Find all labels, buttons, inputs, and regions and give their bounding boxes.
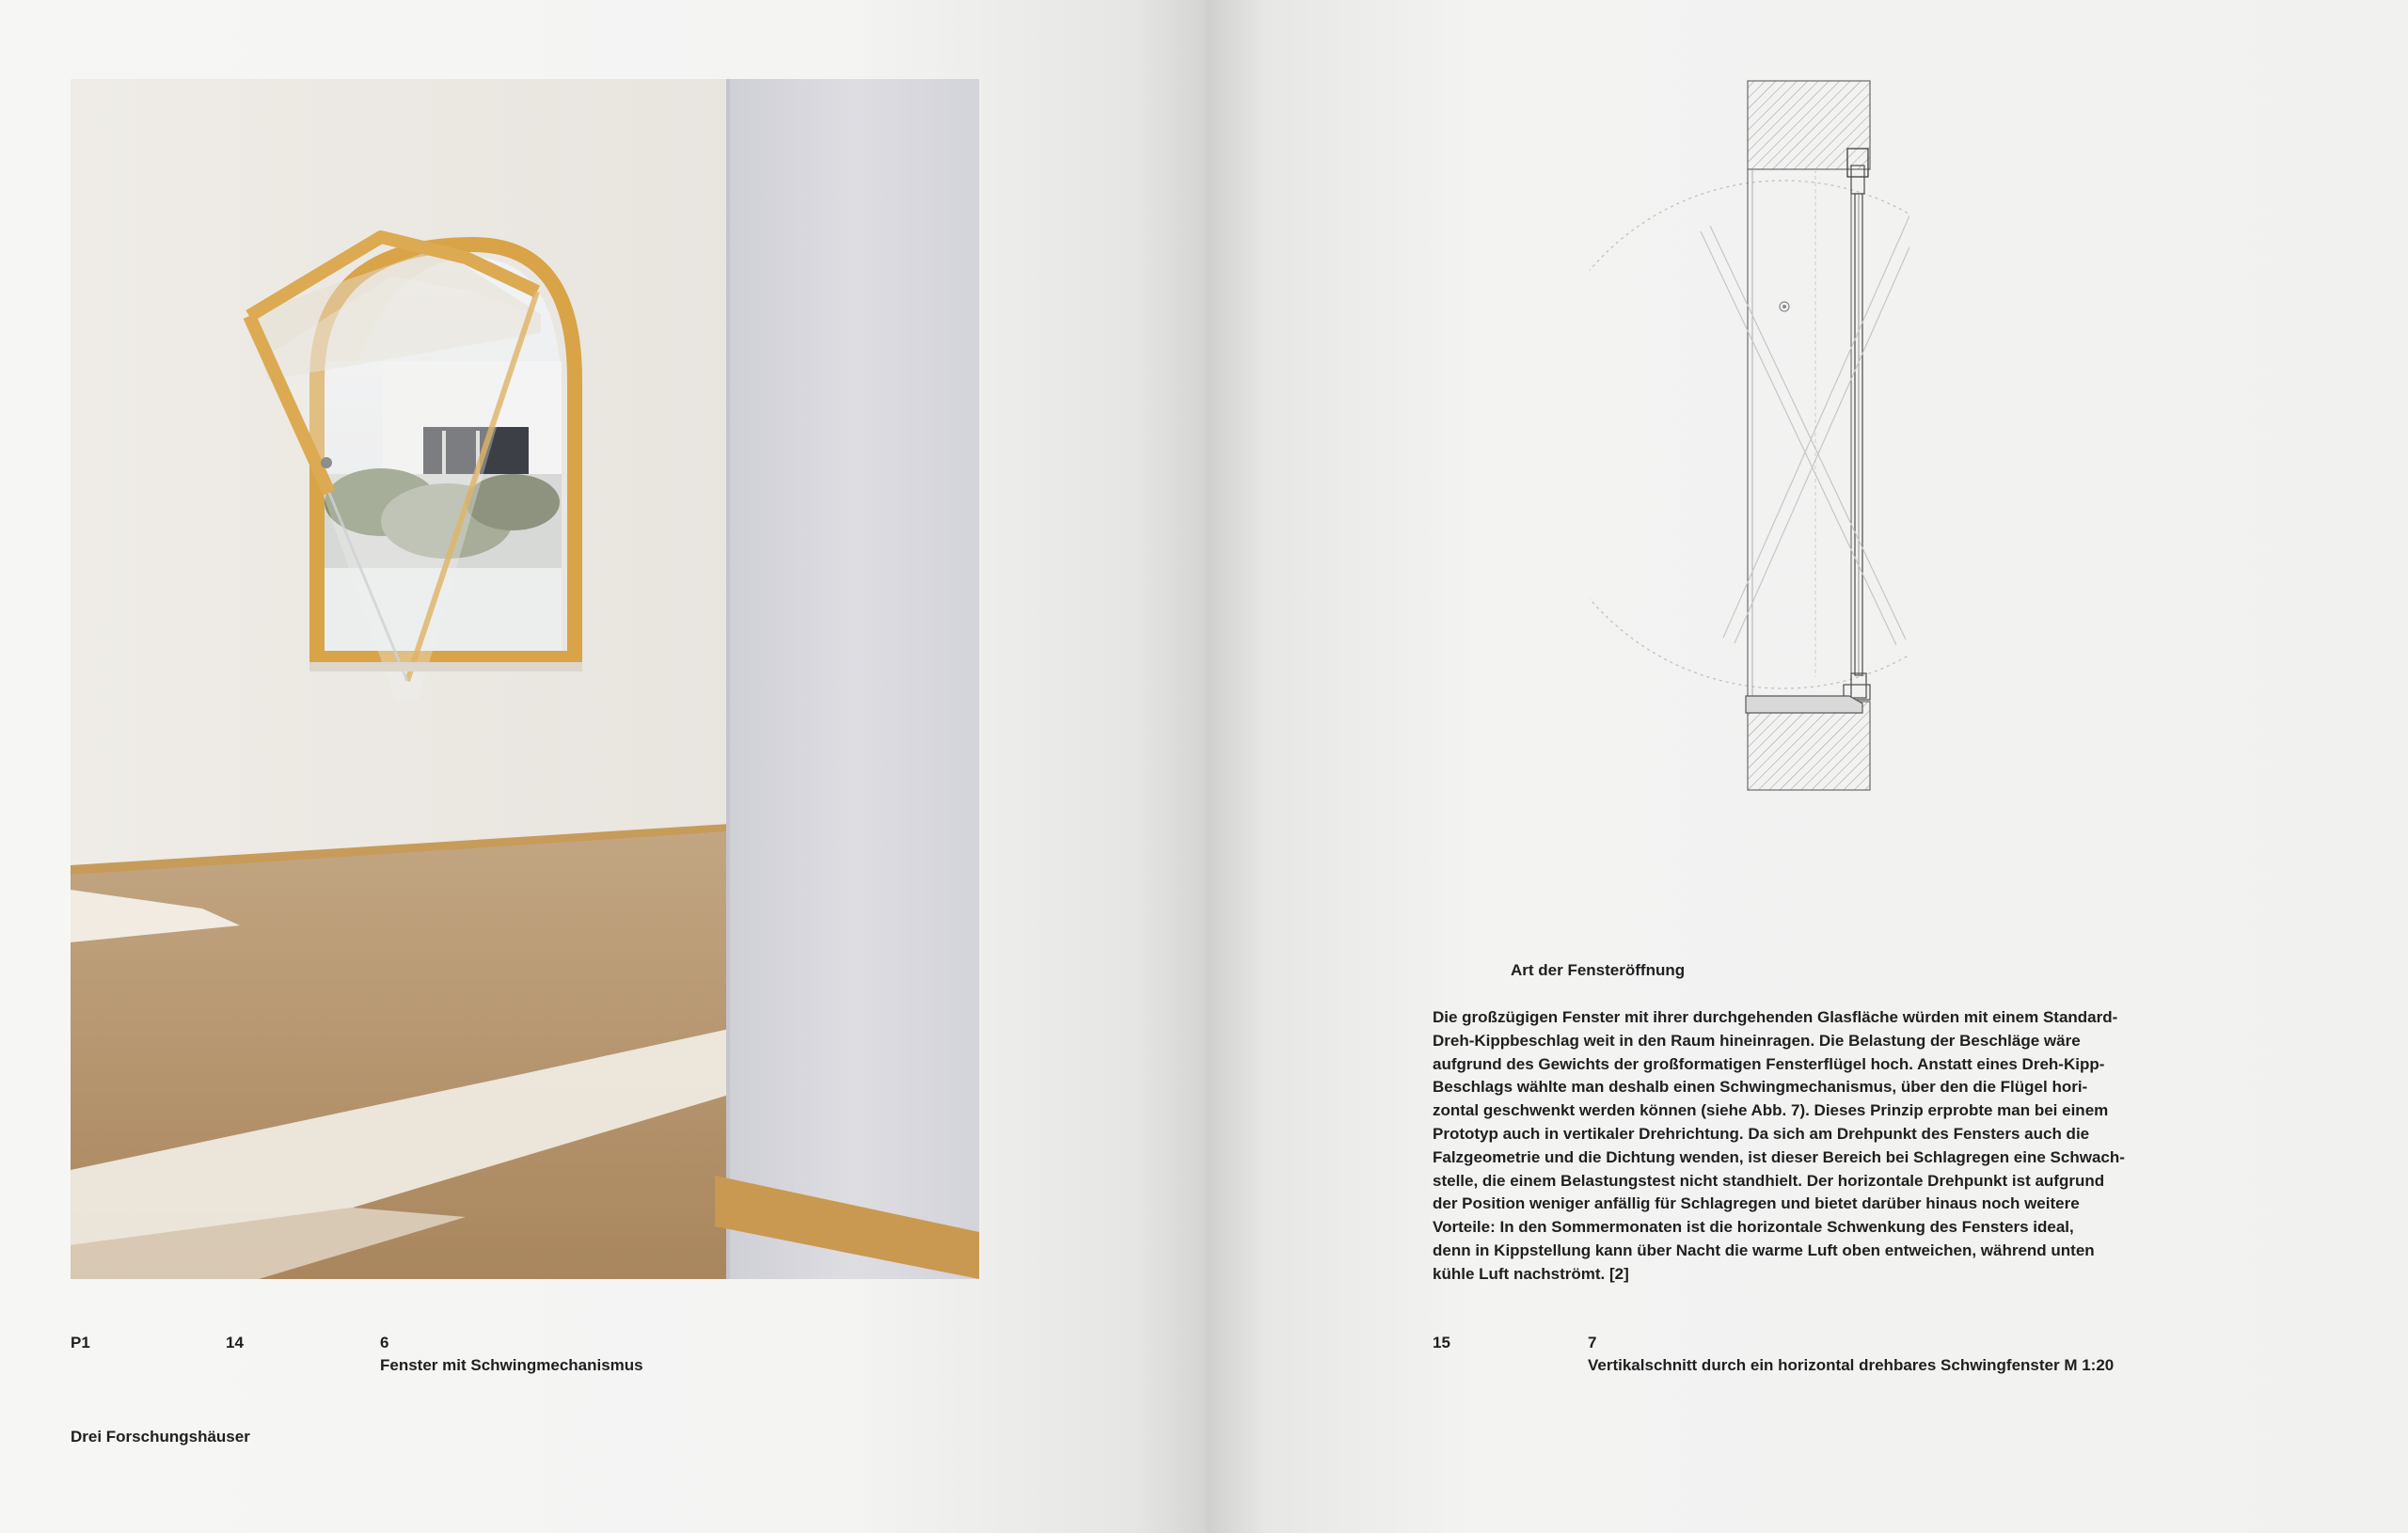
section-drawing (1590, 75, 1909, 799)
body-line: denn in Kippstellung kann über Nacht die warme Luft oben entweichen, während unten (1433, 1241, 2095, 1259)
body-line: Falzgeometrie und die Dichtung wenden, ist dieser Bereich bei Schlagregen eine Schwach- (1433, 1147, 2125, 1166)
body-line: Beschlags wählte man deshalb einen Schwingmechanismus, über den die Flügel hori- (1433, 1078, 2088, 1097)
body-line: stelle, die einem Belastungstest nicht standhielt. Der horizontale Drehpunkt ist aufgrund (1433, 1171, 2105, 1190)
figure-number-6: 6 (380, 1334, 389, 1351)
page-number-right: 15 (1433, 1334, 1450, 1351)
body-line: zontal geschwenkt werden können (siehe Abb. 7). Dieses Prinzip erprobte man bei einem (1433, 1101, 2109, 1120)
section-code: P1 (71, 1334, 90, 1351)
body-line: kühle Luft nachströmt. [2] (1433, 1264, 1629, 1283)
body-line: Prototyp auch in vertikaler Drehrichtung. Da sich am Drehpunkt des Fensters auch die (1433, 1124, 2090, 1143)
body-line: Vorteile: In den Sommermonaten ist die horizontale Schwenkung des Fensters ideal, (1433, 1218, 2074, 1237)
body-line: Dreh-Kippbeschlag weit in den Raum hineinragen. Die Belastung der Beschläge wäre (1433, 1031, 2081, 1050)
window-photo (71, 79, 979, 1279)
page-number-left: 14 (226, 1334, 244, 1351)
body-line: aufgrund des Gewichts der großformatigen Fensterflügel hoch. Anstatt eines Dreh-Kipp- (1433, 1054, 2105, 1073)
body-text (1433, 1006, 2204, 1287)
figure-caption-7: Vertikalschnitt durch ein horizontal drehbares Schwingfenster M 1:20 (1588, 1356, 2115, 1374)
section-heading: Art der Fensteröffnung (1511, 961, 1686, 979)
figure-number-7: 7 (1588, 1334, 1597, 1351)
running-title: Drei Forschungshäuser (71, 1428, 250, 1446)
body-line: Die großzügigen Fenster mit ihrer durchgehenden Glasfläche würden mit einem Standard- (1433, 1008, 2118, 1026)
body-line: der Position weniger anfällig für Schlagregen und bietet darüber hinaus noch weitere (1433, 1194, 2080, 1213)
figure-caption-6: Fenster mit Schwingmechanismus (380, 1356, 643, 1374)
